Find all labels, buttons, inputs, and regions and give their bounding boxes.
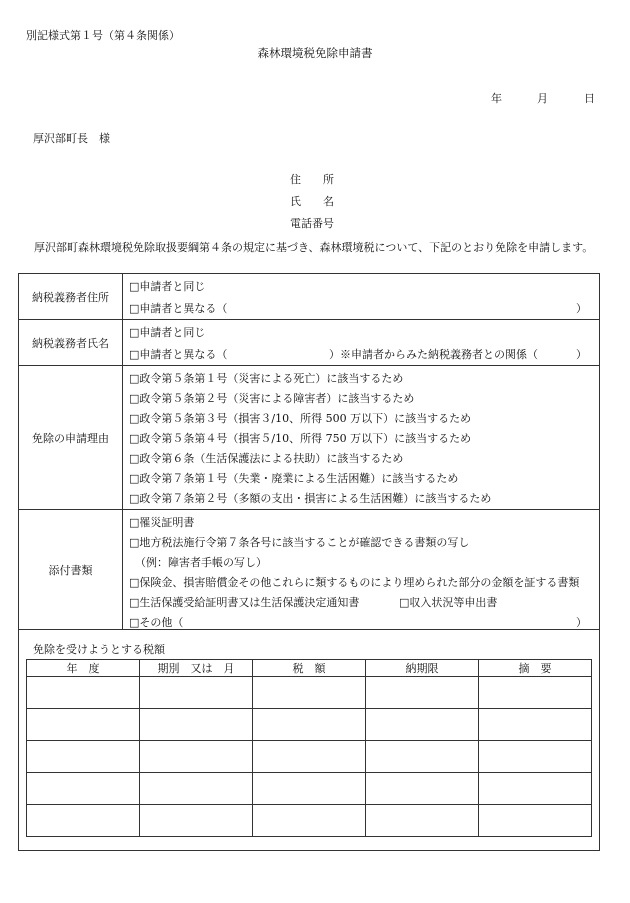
checkbox-different-from-applicant[interactable]: □申請者と異なる（	[129, 348, 228, 361]
table-cell[interactable]	[140, 773, 253, 805]
table-cell[interactable]	[253, 805, 366, 837]
table-cell[interactable]	[479, 773, 592, 805]
column-header-year: 年 度	[27, 660, 140, 677]
table-cell[interactable]	[253, 741, 366, 773]
checkbox-different-from-applicant[interactable]: □申請者と異なる（	[129, 302, 228, 315]
table-cell[interactable]	[140, 741, 253, 773]
checkbox-other[interactable]: □その他（	[129, 616, 184, 629]
checkbox-local-tax-documents[interactable]: □地方税法施行令第７条各号に該当することが確認できる書類の写し	[129, 536, 470, 549]
table-cell[interactable]	[140, 709, 253, 741]
table-cell[interactable]	[366, 709, 479, 741]
table-cell[interactable]	[140, 677, 253, 709]
checkbox-income-statement[interactable]: □収入状況等申出書	[399, 596, 498, 609]
table-cell[interactable]	[140, 805, 253, 837]
table-cell[interactable]	[27, 805, 140, 837]
column-header-remarks: 摘 要	[479, 660, 592, 677]
column-header-due-date: 納期限	[366, 660, 479, 677]
column-header-period: 期別 又は 月	[140, 660, 253, 677]
table-cell[interactable]	[253, 773, 366, 805]
paren-close: ）	[576, 348, 587, 361]
applicant-address-label: 住 所	[290, 173, 334, 186]
checkbox-reason-5-4[interactable]: □政令第５条第４号（損害５/10、所得 750 万以下）に該当するため	[129, 432, 472, 445]
reason-row	[19, 366, 599, 510]
table-cell[interactable]	[479, 709, 592, 741]
checkbox-reason-6[interactable]: □政令第６条（生活保護法による扶助）に該当するため	[129, 452, 404, 465]
table-cell[interactable]	[253, 677, 366, 709]
taxpayer-address-label: 納税義務者住所	[19, 274, 123, 319]
paren-close: ）	[576, 302, 587, 315]
table-row	[27, 773, 592, 805]
checkbox-same-as-applicant[interactable]: □申請者と同じ	[129, 280, 206, 293]
exemption-title: 免除を受けようとする税額	[33, 643, 165, 656]
taxpayer-name-label: 納税義務者氏名	[19, 320, 123, 365]
application-form-box	[18, 273, 600, 851]
date-day-label: 日	[584, 92, 595, 105]
document-title: 森林環境税免除申請書	[257, 46, 373, 60]
reason-label: 免除の申請理由	[19, 366, 123, 509]
table-cell[interactable]	[366, 677, 479, 709]
table-row	[27, 741, 592, 773]
table-cell[interactable]	[27, 741, 140, 773]
table-row	[27, 805, 592, 837]
table-cell[interactable]	[27, 709, 140, 741]
checkbox-reason-7-1[interactable]: □政令第７条第１号（失業・廃業による生活困難）に該当するため	[129, 472, 459, 485]
checkbox-reason-5-3[interactable]: □政令第５条第３号（損害３/10、所得 500 万以下）に該当するため	[129, 412, 472, 425]
date-year-label: 年	[491, 92, 502, 105]
intro-text: 厚沢部町森林環境税免除取扱要綱第４条の規定に基づき、森林環境税について、下記のとおり免除を申請します。	[34, 241, 594, 254]
taxpayer-name-row	[19, 320, 599, 366]
relationship-note: ）※申請者からみた納税義務者との関係（	[329, 348, 538, 361]
table-cell[interactable]	[366, 773, 479, 805]
exemption-table	[26, 659, 592, 837]
applicant-name-label: 氏 名	[290, 195, 334, 208]
table-cell[interactable]	[366, 805, 479, 837]
table-row	[27, 677, 592, 709]
date-month-label: 月	[537, 92, 548, 105]
form-number: 別記様式第１号（第４条関係）	[26, 29, 180, 42]
attachments-row	[19, 510, 599, 630]
table-cell[interactable]	[27, 773, 140, 805]
attachments-label: 添付書類	[19, 510, 123, 629]
table-cell[interactable]	[27, 677, 140, 709]
table-header-row	[27, 660, 592, 677]
checkbox-disaster-certificate[interactable]: □罹災証明書	[129, 516, 195, 529]
checkbox-reason-5-2[interactable]: □政令第５条第２号（災害による障害者）に該当するため	[129, 392, 415, 405]
taxpayer-address-row	[19, 274, 599, 320]
table-cell[interactable]	[366, 741, 479, 773]
table-row	[27, 709, 592, 741]
attachment-example-note: （例：障害者手帳の写し）	[135, 556, 267, 569]
table-cell[interactable]	[479, 677, 592, 709]
checkbox-welfare-certificate[interactable]: □生活保護受給証明書又は生活保護決定通知書	[129, 596, 360, 609]
column-header-amount: 税 額	[253, 660, 366, 677]
recipient: 厚沢部町長 様	[33, 132, 110, 145]
checkbox-same-as-applicant[interactable]: □申請者と同じ	[129, 326, 206, 339]
table-cell[interactable]	[253, 709, 366, 741]
checkbox-insurance-documents[interactable]: □保険金、損害賠償金その他これらに類するものにより埋められた部分の金額を証する書類	[129, 576, 580, 589]
checkbox-reason-5-1[interactable]: □政令第５条第１号（災害による死亡）に該当するため	[129, 372, 404, 385]
table-cell[interactable]	[479, 741, 592, 773]
applicant-phone-label: 電話番号	[290, 217, 334, 230]
table-cell[interactable]	[479, 805, 592, 837]
checkbox-reason-7-2[interactable]: □政令第７条第２号（多額の支出・損害による生活困難）に該当するため	[129, 492, 492, 505]
paren-close: ）	[576, 616, 587, 629]
